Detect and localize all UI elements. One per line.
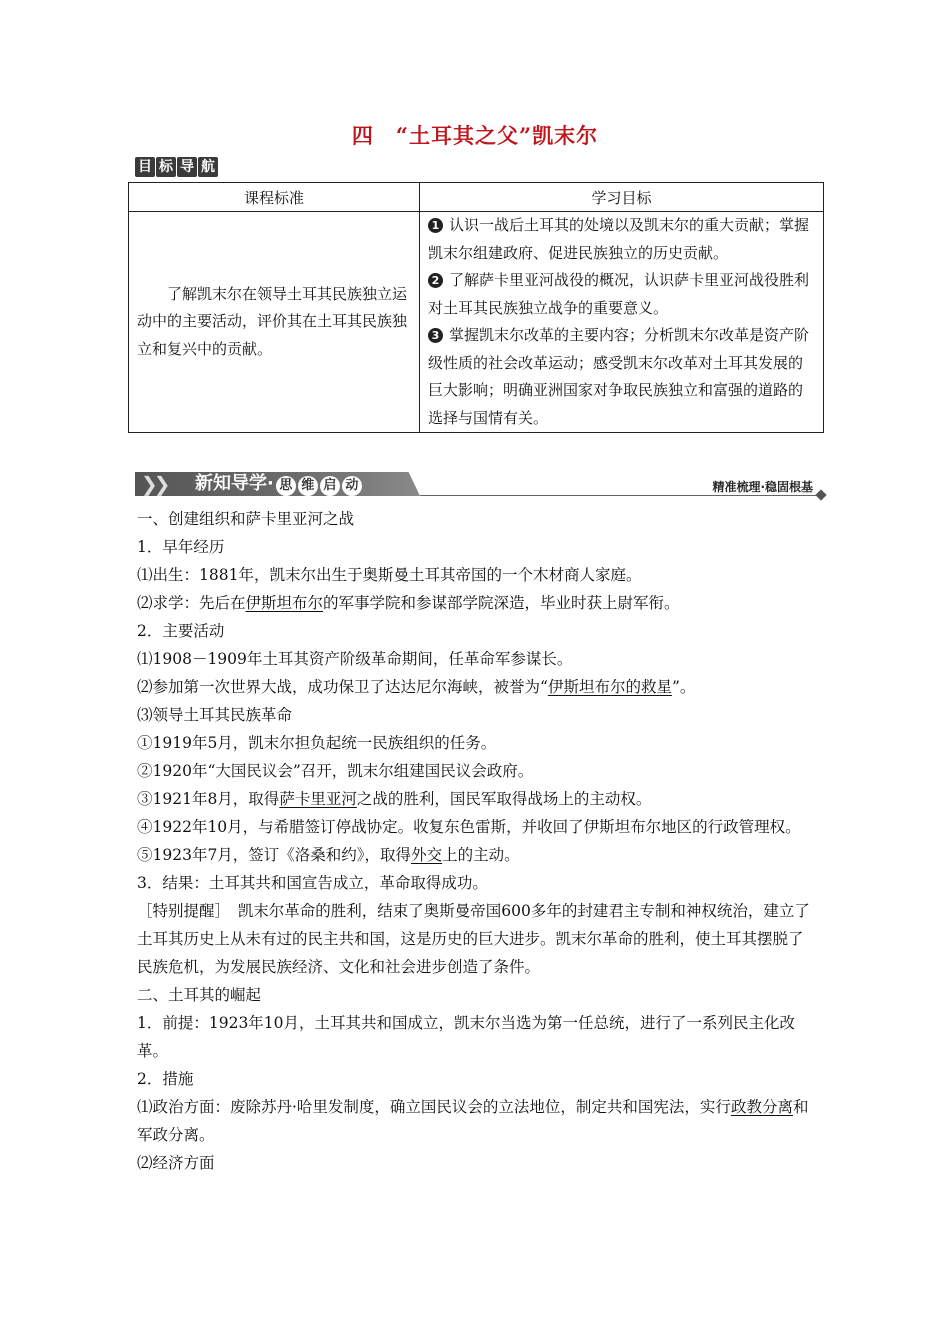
paragraph: ⑵经济方面 [137,1154,215,1172]
banner-dot: · [267,473,274,494]
objectives-cell [420,212,824,433]
paragraph: 3．结果：土耳其共和国宣告成立，革命取得成功。 [137,874,488,892]
text-run: ⑤1923年7月，签订《洛桑和约》，取得 [137,846,412,864]
section-heading: 一、创建组织和萨卡里亚河之战 [137,510,355,528]
paragraph: ④1922年10月，与希腊签订停战协定。收复东色雷斯，并收回了伊斯坦布尔地区的行政管理权。 [137,818,801,836]
objective-text: 了解萨卡里亚河战役的概况，认识萨卡里亚河战役胜利对土耳其民族独立战争的重要意义。 [428,271,810,317]
label-char: 标 [156,157,176,177]
label-char: 航 [198,157,218,177]
section-heading: 二、土耳其的崛起 [137,986,262,1004]
paragraph [137,841,817,869]
underlined-term: 伊斯坦布尔 [245,594,324,612]
paragraph: ⑴出生：1881年，凯末尔出生于奥斯曼土耳其帝国的一个木材商人家庭。 [137,566,642,584]
objective-text: 掌握凯末尔改革的主要内容；分析凯末尔改革是资产阶级性质的社会改革运动；感受凯末尔改革对土耳其发展的巨大影响；明确亚洲国家对争取民族独立和富强的道路的选择与国情有关。 [428,326,810,427]
underlined-term: 萨卡里亚河 [279,790,357,808]
course-standard-text: 了解凯末尔在领导土耳其民族独立运动中的主要活动，评价其在土耳其民族独立和复兴中的贡献。 [137,284,408,358]
page-title: 四 “土耳其之父”凯末尔 [351,123,599,148]
table-header-standard: 课程标准 [129,183,420,212]
banner-right-text: 精准梳理·稳固根基 [712,480,813,494]
diamond-icon [815,489,826,500]
text-run: 和军政分离。 [137,1098,809,1144]
paragraph [137,589,817,617]
sub-heading: 1．早年经历 [137,538,225,556]
banner-sub-char: 启 [320,476,340,496]
table-header-objectives: 学习目标 [420,183,824,212]
label-char: 导 [177,157,197,177]
sub-heading: 2．措施 [137,1070,194,1088]
sub-heading: 2．主要活动 [137,622,225,640]
double-chevron-icon: ❯❯ [141,472,167,496]
underlined-term: 政教分离 [730,1098,793,1116]
number-badge-icon: 2 [428,273,443,288]
text-run: ”。 [671,678,696,696]
underlined-term: 外交 [411,846,443,864]
text-run: 上的主动。 [442,846,520,864]
banner-rule [420,495,817,496]
main-content [137,505,817,1177]
text-run: 之战的胜利，国民军取得战场上的主动权。 [356,790,652,808]
objective-item [428,322,815,432]
banner-sub-char: 思 [276,476,296,496]
label-char: 目 [135,157,155,177]
section-label-goals [135,157,219,177]
section-banner [135,470,825,498]
paragraph [137,673,817,701]
paragraph: ②1920年“大国民议会”召开，凯末尔组建国民议会政府。 [137,762,534,780]
number-badge-icon: 1 [428,218,443,233]
banner-title-text: 新知导学 [195,473,267,494]
course-standard-cell [129,212,420,433]
number-badge-icon: 3 [428,328,443,343]
text-run: 的军事学院和参谋部学院深造，毕业时获上尉军衔。 [323,594,680,612]
text-run: ⑵求学：先后在 [137,594,246,612]
special-note: ［特别提醒］ 凯末尔革命的胜利，结束了奥斯曼帝国600多年的封建君主专制和神权统治，建立了土耳其历史上从未有过的民主共和国，这是历史的巨大进步。凯末尔革命的胜利，使土耳其摆脱了民族危机，为发展民族经济、文化和社会进步创造了条件。 [137,902,810,976]
objective-item [428,267,815,322]
paragraph [137,1093,817,1149]
text-run: ⑵参加第一次世界大战，成功保卫了达达尼尔海峡，被誉为“ [137,678,548,696]
underlined-term: 伊斯坦布尔的救星 [547,678,672,696]
banner-sub-char: 维 [298,476,318,496]
paragraph: 1．前提：1923年10月，土耳其共和国成立，凯末尔当选为第一任总统，进行了一系列民主化改革。 [137,1014,796,1060]
paragraph: ⑴1908－1909年土耳其资产阶级革命期间，任革命军参谋长。 [137,650,573,668]
text-run: ⑴政治方面：废除苏丹·哈里发制度，确立国民议会的立法地位，制定共和国宪法，实行 [137,1098,731,1116]
banner-sub-char: 动 [342,476,362,496]
objective-text: 认识一战后土耳其的处境以及凯末尔的重大贡献；掌握凯末尔组建政府、促进民族独立的历史贡献。 [428,216,810,262]
paragraph: ⑶领导土耳其民族革命 [137,706,293,724]
paragraph [137,785,817,813]
text-run: ③1921年8月，取得 [137,790,280,808]
goals-table [128,182,824,433]
banner-title [195,472,362,496]
paragraph: ①1919年5月，凯末尔担负起统一民族组织的任务。 [137,734,497,752]
objective-item [428,212,815,267]
